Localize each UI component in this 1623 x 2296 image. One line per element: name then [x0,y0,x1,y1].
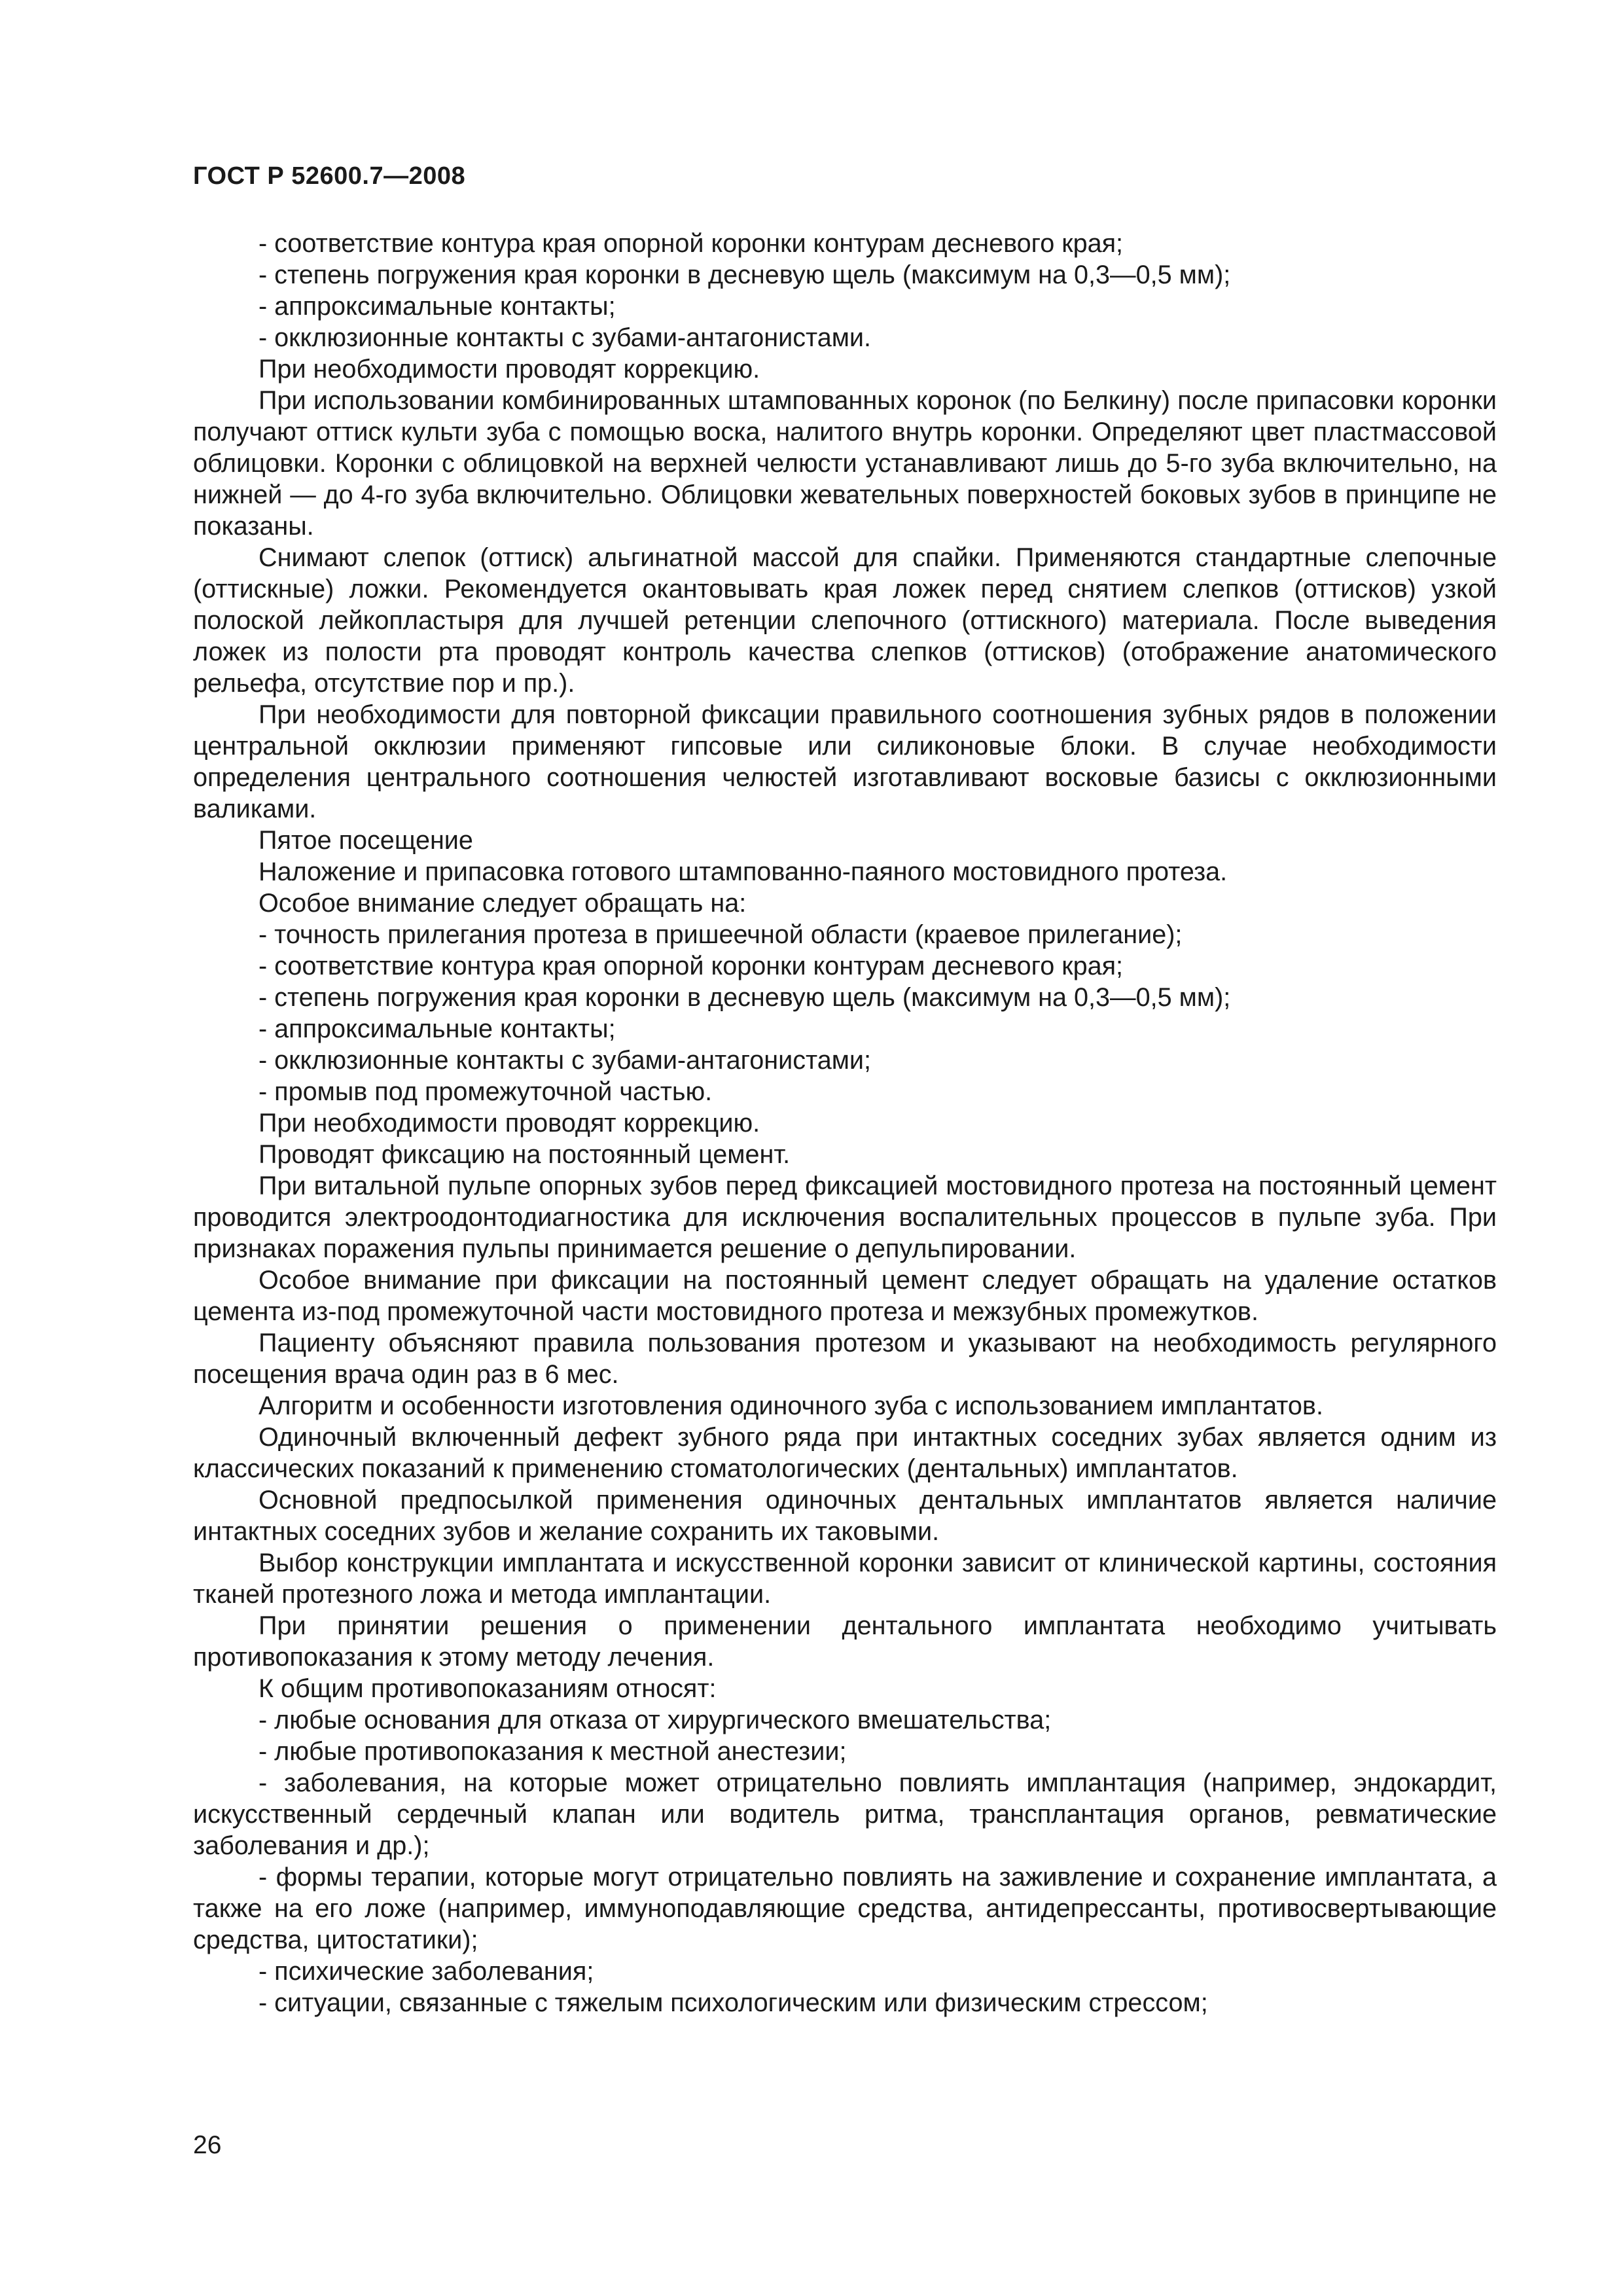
paragraph: Выбор конструкции имплантата и искусственной коронки зависит от клинической картины, состояния тканей протезного ложа и метода имплантации. [193,1549,1497,1609]
list-item: - соответствие контура края опорной коронки контурам десневого края; [259,229,1124,258]
paragraph: Снимают слепок (оттиск) альгинатной массой для спайки. Применяются стандартные слепочные (оттискные) ложки. Рекомендуется окантовывать края ложек перед снятием слепков (оттисков) узкой полоской лейкопластыря для лучшей ретенции слепочного (оттискного) материала. После выведения ложек из полости рта проводят контроль качества слепков (оттисков) (отображение анатомического рельефа, отсутствие пор и пр.). [193,543,1497,698]
list-item: - любые противопоказания к местной анестезии; [259,1737,847,1766]
list-item: - промыв под промежуточной частью. [259,1077,713,1106]
paragraph: - заболевания, на которые может отрицательно повлиять имплантация (например, эндокардит, искусственный сердечный клапан или водитель ритма, трансплантация органов, ревматические заболевания и др.); [193,1768,1497,1860]
document-body [193,228,1497,2018]
list-item: - окклюзионные контакты с зубами-антагонистами; [259,1046,872,1075]
list-item: - степень погружения края коронки в десневую щель (максимум на 0,3—0,5 мм); [259,983,1231,1012]
paragraph: При использовании комбинированных штампованных коронок (по Белкину) после припасовки коронки получают оттиск культи зуба с помощью воска, налитого внутрь коронки. Определяют цвет пластмассовой облицовки. Коронки с облицовкой на верхней челюсти устанавливают лишь до 5-го зуба включительно, на нижней — до 4-го зуба включительно. Облицовки жевательных поверхностей боковых зубов в принципе не показаны. [193,386,1497,541]
paragraph: При принятии решения о применении дентального имплантата необходимо учитывать противопоказания к этому методу лечения. [193,1611,1497,1672]
paragraph: Особое внимание при фиксации на постоянный цемент следует обращать на удаление остатков цемента из-под промежуточной части мостовидного протеза и межзубных промежутков. [193,1266,1497,1326]
paragraph: При витальной пульпе опорных зубов перед фиксацией мостовидного протеза на постоянный цемент проводится электроодонтодиагностика для исключения воспалительных процессов в пульпе зуба. При признаках поражения пульпы принимается решение о депульпировании. [193,1172,1497,1263]
list-item: - аппроксимальные контакты; [259,1014,616,1043]
page-number: 26 [193,2131,222,2159]
paragraph: - формы терапии, которые могут отрицательно повлиять на заживление и сохранение имплантата, а также на его ложе (например, иммуноподавляющие средства, антидепрессанты, противосвертывающие средства, цитостатики); [193,1863,1497,1954]
list-item: - любые основания для отказа от хирургического вмешательства; [259,1706,1052,1734]
paragraph: Особое внимание следует обращать на: [259,889,747,918]
list-item: - точность прилегания протеза в пришеечной области (краевое прилегание); [259,920,1183,949]
paragraph: Основной предпосылкой применения одиночных дентальных имплантатов является наличие интактных соседних зубов и желание сохранить их таковыми. [193,1486,1497,1546]
list-item: - окклюзионные контакты с зубами-антагонистами. [259,323,872,352]
paragraph: Проводят фиксацию на постоянный цемент. [259,1140,791,1169]
paragraph: При необходимости проводят коррекцию. [259,355,760,384]
paragraph: Наложение и припасовка готового штампованно-паяного мостовидного протеза. [259,857,1228,886]
paragraph: Алгоритм и особенности изготовления одиночного зуба с использованием имплантатов. [259,1391,1323,1420]
paragraph: При необходимости для повторной фиксации правильного соотношения зубных рядов в положении центральной окклюзии применяют гипсовые или силиконовые блоки. В случае необходимости определения центрального соотношения челюстей изготавливают восковые базисы с окклюзионными валиками. [193,700,1497,823]
list-item: - психические заболевания; [259,1957,594,1986]
paragraph: Пациенту объясняют правила пользования протезом и указывают на необходимость регулярного посещения врача один раз в 6 мес. [193,1329,1497,1389]
paragraph: При необходимости проводят коррекцию. [259,1109,760,1138]
paragraph: Пятое посещение [259,826,473,855]
list-item: - аппроксимальные контакты; [259,292,616,321]
document-code: ГОСТ Р 52600.7—2008 [193,162,466,190]
paragraph: К общим противопоказаниям относят: [259,1674,717,1703]
paragraph: Одиночный включенный дефект зубного ряда при интактных соседних зубах является одним из классических показаний к применению стоматологических (дентальных) имплантатов. [193,1423,1497,1483]
list-item: - соответствие контура края опорной коронки контурам десневого края; [259,952,1124,980]
list-item: - степень погружения края коронки в десневую щель (максимум на 0,3—0,5 мм); [259,260,1231,289]
list-item: - ситуации, связанные с тяжелым психологическим или физическим стрессом; [259,1988,1208,2017]
